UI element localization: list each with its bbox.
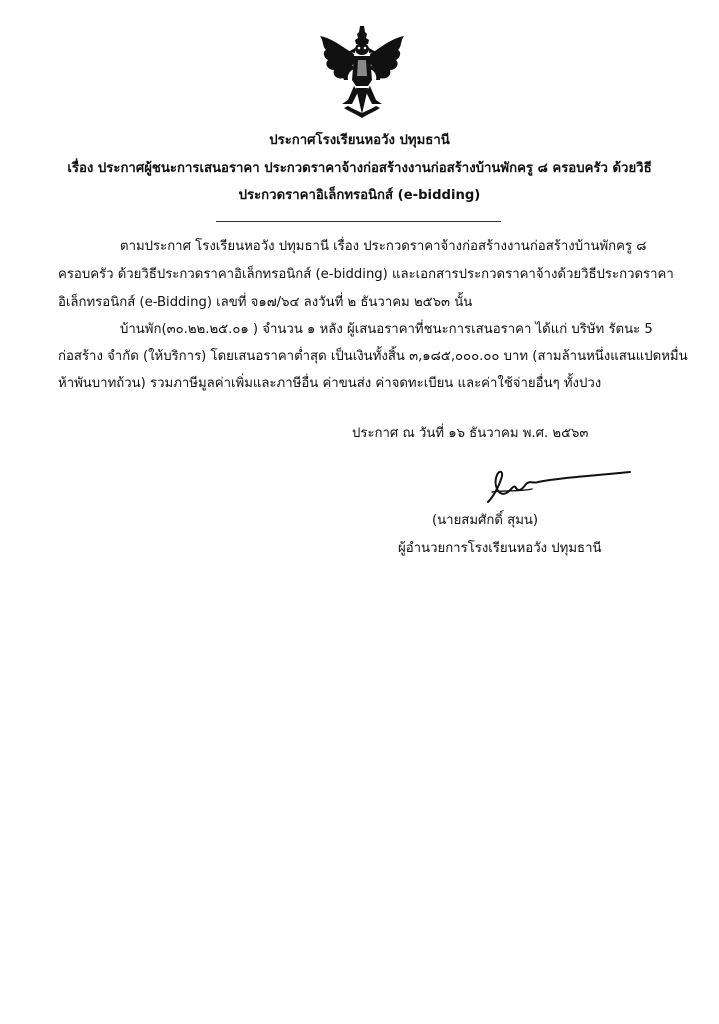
signer-position: ผู้อำนวยการโรงเรียนหอวัง ปทุมธานี — [398, 541, 602, 556]
paragraph-2-line-1: บ้านพัก(๓๐.๒๒.๒๕.๐๑ ) จำนวน ๑ หลัง ผู้เสนอราคาที่ชนะการเสนอราคา ได้แก่ บริษัท รัตนะ 5 — [120, 322, 653, 337]
announced-date: ประกาศ ณ วันที่ ๑๖ ธันวาคม พ.ศ. ๒๕๖๓ — [352, 426, 589, 441]
subject-line-2: ประกวดราคาอิเล็กทรอนิกส์ (e-bidding) — [238, 188, 481, 203]
paragraph-1-line-3: อิเล็กทรอนิกส์ (e-Bidding) เลขที่ จ๑๗/๖๔ ลงวันที่ ๒ ธันวาคม ๒๕๖๓ นั้น — [58, 295, 473, 310]
paragraph-2-line-3: ห้าพันบาทถ้วน) รวมภาษีมูลค่าเพิ่มและภาษีอื่น ค่าขนส่ง ค่าจดทะเบียน และค่าใช้จ่ายอื่นๆ ทั้งปวง — [58, 376, 602, 391]
signer-name: (นายสมศักดิ์ สุมน) — [432, 513, 539, 528]
handwritten-signature — [478, 462, 638, 512]
paragraph-1-line-2: ครอบครัว ด้วยวิธีประกวดราคาอิเล็กทรอนิกส์ (e-bidding) และเอกสารประกวดราคาจ้างด้วยวิธีประกวดราคา — [58, 267, 674, 282]
paragraph-1-line-1: ตามประกาศ โรงเรียนหอวัง ปทุมธานี เรื่อง ประกวดราคาจ้างก่อสร้างงานก่อสร้างบ้านพักครู ๘ — [120, 239, 647, 254]
paragraph-2-line-2: ก่อสร้าง จำกัด (ให้บริการ) โดยเสนอราคาต่ำสุด เป็นเงินทั้งสิ้น ๓,๑๘๕,๐๐๐.๐๐ บาท (สามล้านหนึ่งแสนแปดหมื่น — [58, 349, 688, 364]
announcement-title: ประกาศโรงเรียนหอวัง ปทุมธานี — [269, 133, 450, 148]
garuda-emblem — [314, 24, 410, 120]
subject-line-1: เรื่อง ประกาศผู้ชนะการเสนอราคา ประกวดราคาจ้างก่อสร้างงานก่อสร้างบ้านพักครู ๘ ครอบครัว ด้วยวิธี — [67, 161, 652, 176]
title-divider — [216, 221, 501, 222]
